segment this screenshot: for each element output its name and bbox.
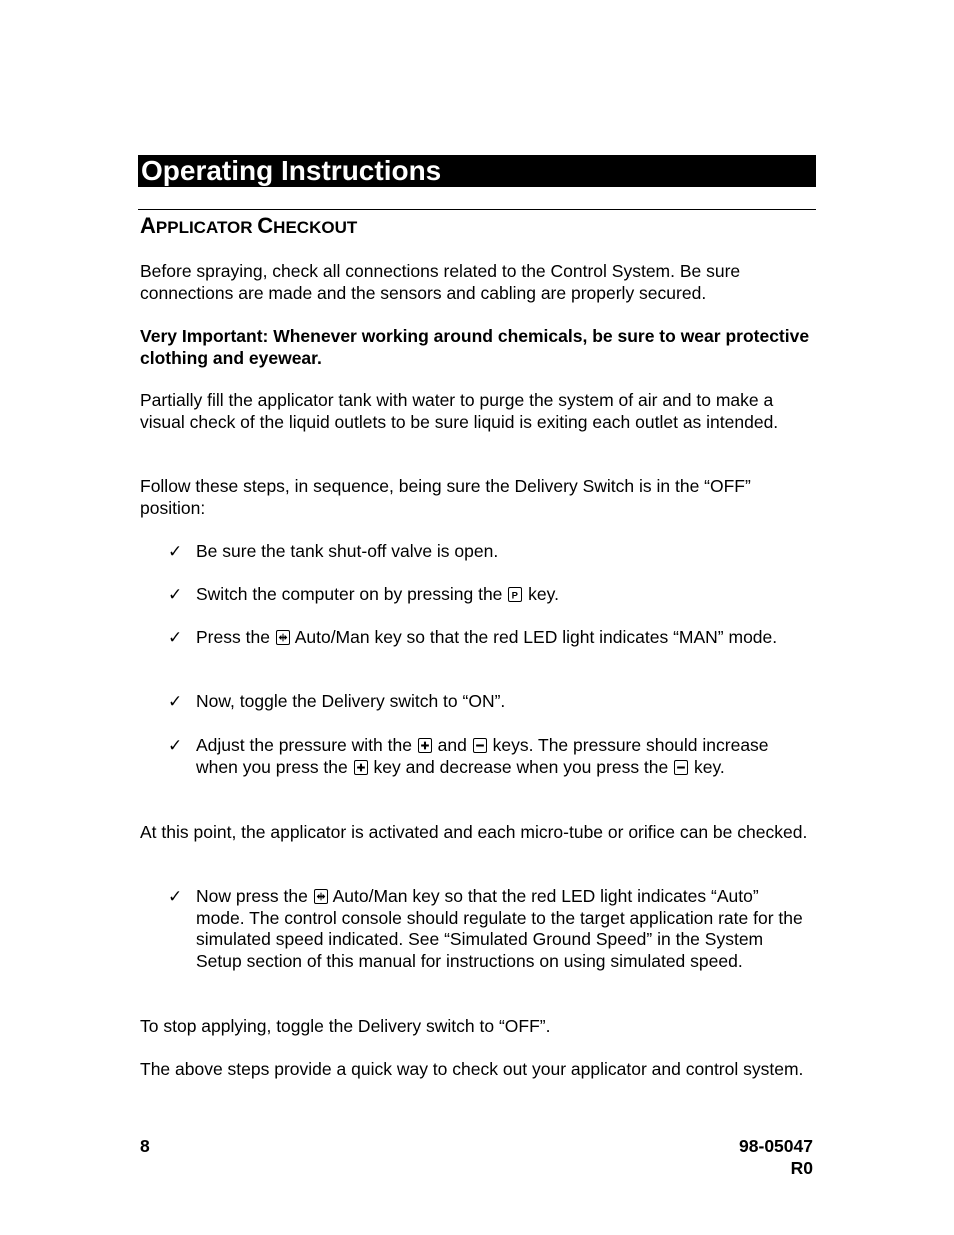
section-divider [138, 209, 816, 210]
step-text: key. [689, 756, 725, 777]
heading-initial-c: C [257, 213, 274, 238]
paragraph-follow-steps: Follow these steps, in sequence, being sure the Delivery Switch is in the “OFF” position: [140, 476, 751, 518]
checkmark-icon: ✓ [168, 692, 183, 711]
step-text: key and decrease when you press the [368, 756, 674, 777]
step-adjust-pressure [196, 735, 810, 778]
step-text: Auto/Man key so that the red LED light indicates “MAN” mode. [290, 627, 778, 647]
step-shutoff-valve: Be sure the tank shut-off valve is open. [196, 541, 499, 561]
step-text: keys. The pressure should increase when you press the [196, 735, 769, 777]
page-title: Operating Instructions [141, 155, 442, 186]
step-power-on [196, 584, 810, 606]
step-text: key. [523, 584, 559, 604]
step-text: Switch the computer on by pressing the [196, 584, 508, 604]
power-key-icon [508, 587, 522, 602]
heading-initial-a: A [140, 213, 156, 238]
checkmark-icon: ✓ [168, 585, 183, 604]
paragraph-summary: The above steps provide a quick way to check out your applicator and control system. [140, 1059, 804, 1079]
minus-key-icon [473, 738, 487, 753]
heading-rest-c: HECKOUT [273, 218, 358, 237]
step-delivery-on: Now, toggle the Delivery switch to “ON”. [196, 691, 506, 711]
checkmark-icon: ✓ [168, 887, 183, 906]
checkmark-icon: ✓ [168, 736, 183, 755]
step-manual-mode [196, 627, 810, 649]
page-number: 8 [140, 1136, 150, 1156]
minus-key-icon [674, 760, 688, 775]
paragraph-activated: At this point, the applicator is activated and each micro-tube or orifice can be checked. [140, 822, 808, 842]
paragraph-fill-tank: Partially fill the applicator tank with water to purge the system of air and to make a visual check of the liquid outlets to be sure liquid is exiting each outlet as intended. [140, 390, 779, 432]
document-number: 98-05047 [739, 1136, 813, 1156]
document-id [739, 1136, 813, 1179]
auto-man-key-icon [314, 889, 328, 904]
revision-label: R0 [790, 1157, 813, 1178]
paragraph-warning: Very Important: Whenever working around chemicals, be sure to wear protective clothing and eyewear. [140, 326, 810, 368]
plus-key-icon [418, 738, 432, 753]
paragraph-connections: Before spraying, check all connections related to the Control System. Be sure connections are made and the sensors and cabling are properly secured. [140, 261, 741, 303]
section-title-bar [138, 155, 816, 187]
section-heading [140, 213, 357, 241]
plus-key-icon [354, 760, 368, 775]
paragraph-stop-applying: To stop applying, toggle the Delivery switch to “OFF”. [140, 1016, 551, 1036]
heading-rest-a: PPLICATOR [155, 218, 258, 237]
checkmark-icon: ✓ [168, 628, 183, 647]
step-text: Now press the [196, 886, 313, 906]
step-text: Press the [196, 627, 275, 647]
step-text: Adjust the pressure with the [196, 735, 417, 755]
svg-text:P: P [511, 589, 519, 601]
step-text: Auto/Man key so that the red LED light indicates “Auto” mode. The control console should regulate to the target application rate for the simulated speed indicated. See “Simulated Ground Speed” in the System Setup section of this manual for instructions on using simulated speed. [196, 886, 803, 971]
auto-man-key-icon [276, 630, 290, 645]
step-text: and [432, 735, 472, 755]
step-auto-mode [196, 886, 810, 972]
checkmark-icon: ✓ [168, 542, 183, 561]
